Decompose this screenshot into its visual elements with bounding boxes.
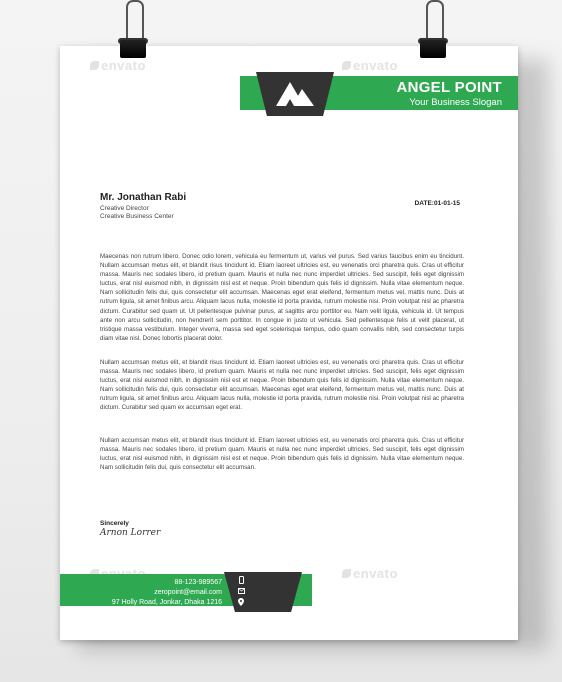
letterhead-paper (60, 46, 518, 640)
company-slogan: Your Business Slogan (409, 97, 502, 108)
letter-date: DATE:01-01-15 (414, 200, 460, 207)
location-pin-icon (236, 598, 246, 610)
brand-block (352, 79, 502, 108)
watermark: envato (342, 566, 398, 581)
phone-icon (236, 576, 246, 588)
body-paragraph: Nullam accumsan metus elit, et blandit risus tincidunt id. Etiam laoreet ultricies est, eu venenatis orci pharetra quis. Cras ut efficitur massa. Mauris nec sodales libero, id pretium quam. Mauris et nulla nec nunc imperdiet ultricies. Sed suscipit, felis eget dignissim luctus, erat nisl euismod nibh, in dignissim nisl est et neque. Proin bibendum quis felis id dignissim. Nulla vitae elementum neque. Nam sollicitudin felis dui, quis consectetur elit accumsan. (100, 437, 464, 472)
company-name: ANGEL POINT (396, 79, 502, 96)
binder-clip-right-icon (418, 0, 448, 58)
recipient-title: Creative Director (100, 205, 149, 212)
mountain-icon (276, 80, 314, 106)
email-icon (236, 588, 246, 598)
recipient-name: Mr. Jonathan Rabi (100, 192, 187, 203)
watermark: envato (90, 58, 146, 73)
recipient-block (100, 192, 186, 221)
contact-email: zeropoint@email.com (154, 589, 222, 596)
watermark: envato (342, 58, 398, 73)
contact-phone: 88-123-989567 (174, 579, 222, 586)
body-paragraph: Maecenas non rutrum libero. Donec odio lorem, vehicula eu fermentum ut, varius vel purus. Sed varius faucibus enim eu tincidunt. Nullam accumsan metus elit, et blandit risus tincidunt id. Etiam laoreet ultricies est, eu venenatis orci pharetra quis. Cras ut efficitur massa. Mauris nec sodales libero, id pretium quam. Mauris et nulla nec nunc imperdiet ultricies. Sed suscipit, felis eget dignissim luctus, erat nisl euismod nibh, in dignissim nisl est et neque. Proin bibendum quis felis id dignissim. Nulla vitae elementum neque. Nam sollicitudin felis dui, quis consectetur elit accumsan. Maecenas eget erat eleifend, fermentum metus vel, mattis nunc. Duis at rutrum ligula, sit amet finibus arcu. Aliquam lacus nulla, molestie id porta pravida, rutrum molestie nisi. Proin volutpat nisl ac pharetra dictum. Curabitur sed quam ut. Ut pellentesque pulvinar purus, at sagittis arcu porttitor eu. Nam velit ligula, vehicula id. Ut tempus ante non arcu sollicitudin, non hendrerit sem porttitor. In congue in justo ut vehicula. Sed pellentesque felis ut velit placerat, ut tristique massa vestibulum. Integer viverra, massa sed eget scelerisque tempus, odio quam convallis nibh, sed consectetur turpis diam vitae nisl. Donec lobortis placerat dolor. (100, 253, 464, 342)
contact-icons (236, 576, 246, 610)
signature: Arnon Lorrer (100, 528, 161, 538)
contact-block (74, 578, 222, 608)
logo-badge (256, 72, 334, 116)
recipient-company: Creative Business Center (100, 213, 174, 220)
binder-clip-left-icon (118, 0, 148, 58)
contact-address: 97 Holly Road, Jonkar, Dhaka 1216 (111, 599, 222, 606)
body-paragraph: Nullam accumsan metus elit, et blandit risus tincidunt id. Etiam laoreet ultricies est, eu venenatis orci pharetra quis. Cras ut efficitur massa. Mauris nec sodales libero, id pretium quam. Mauris et nulla nec nunc imperdiet ultricies. Sed suscipit, felis eget dignissim luctus, erat nisl euismod nibh, in dignissim nisl est et neque. Proin bibendum quis felis id dignissim. Nulla vitae elementum neque. Nam sollicitudin felis dui, quis consectetur elit accumsan. Maecenas eget erat eleifend, fermentum metus vel, mattis nunc. Duis at rutrum ligula, sit amet finibus arcu. Aliquam lacus nulla, molestie id porta pravida, rutrum molestie nisi. Proin volutpat nisl ac pharetra dictum. Curabitur sed quam ex accumsan eget erat. (100, 359, 464, 412)
closing-sincerely: Sincerely (100, 520, 129, 527)
